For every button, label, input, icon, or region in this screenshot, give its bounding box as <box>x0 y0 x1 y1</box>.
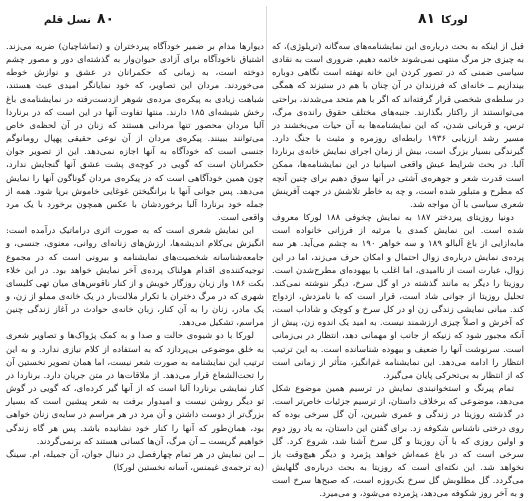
right-page-number: ۸۱ <box>418 11 436 27</box>
page-gutter <box>266 6 267 469</box>
left-paragraph-4: ــ این نمایش در هر تمام چهارفصل در دنبال جوان، آن جمیله، ام. سینگ (به ترجمه‌ی غیمنس، آسانه نخستین لورکا) <box>6 449 264 473</box>
left-running-title: نسل قلم <box>43 14 91 26</box>
right-running-head <box>272 11 524 31</box>
left-page <box>6 0 264 475</box>
right-body-text <box>272 41 524 501</box>
right-page <box>272 0 524 500</box>
left-paragraph-2: این نمایش شعری است که به صورت اثری دراماتیک درآمده است: انگیزش بی‌کلام اندیشه‌ها، ارزش‌های زنانه‌ای روانی، معنوی، جنسی، و جامعه‌شناسانه شخصیت‌های نمایشنامه و بیرونی است که در مجموع توجیه‌کننده‌ی اقدام هولناک پرده‌ی آخر نمایش خواهد بود. در این خلاء بکت ۱۸۶ واز زبان روزگار خویش و از کنار ناقوس‌های میان تهی کلیسای شهری که در مرگ دختران با تکرار ملالت‌بار در یک خانه‌ی مملو از زن، و یک مادر، زنان را به آن کنار، زبان خانه‌ی حوادث در آغاز زندگی چنین مراسم، تشکیل می‌دهد. <box>6 226 264 329</box>
left-paragraph-3: لورکا با دو شیوه‌ی حالت و صدا و به کمک پژواک‌ها و تصاویر شعری به خلق موضوعی بی‌پردازد که به استفاده از کلام نیازی ندارد. و به این ترتیب این نمایشنامه به صورت شعر نیست، اما همان تصویر نخستین آن را تحت‌الشعاع قرار می‌دهد. از ملاقات‌ها در متن جریان دارد. برناردا در کنار نمایشی برناردا آلبا است که از آنها گیر کرده‌ای، که گویی در گوش تو دیگر روشن نیست و امیدوار برفت به شعر پیشین است که بسیار بزرگ‌تر از دوست داشتن و آن مرد در هر مراسم در سایه‌ی زنان خواهی بود، همان‌طور که آنها را کنار خود نشانیده باشد. پس هر گاه زندگی خواهیم گریست ــ آن مرگ، آن‌ها کسانی هستند که برنمی‌گردند. <box>6 331 264 447</box>
left-body-text <box>6 41 264 475</box>
right-running-title: لورکا <box>441 14 468 26</box>
right-paragraph-3: تمام پیرنگ و استخوانبندی نمایش در ترسیم همین موضوع شکل می‌دهد، موضوعی که برخلاف داستان، از ترسیم جزئیات خاص‌تر است. در گذشته روزیتا در زندگی و عمری شیرین، آن گل سرخی بوده که روی درختی ناشناس شکوفه زد. برای گفتن این داستان، به یاد روز دوم و اولین روزی که با آن روزیتا و گل سرخ آشنا شد، شروع کرد. گل سرخی است که در باغ عمه‌اش خواهد پژمرد و دیگر هیچ‌وقت باز نخواهد شد. این نکته‌ای است که روزیتا به بحث درباره‌ی گلهایش می‌گردد. گل مطلوبش گل سرخ بک‌روزه است، که صبح‌ها سرخ است و به آخر روز شکوفه می‌دهد، پژمرده می‌شود، و می‌میرد. <box>272 384 524 500</box>
left-paragraph-1: دیوارها مدام بر ضمیر خودآگاه پیردختران و (تماشاچیان) ضربه می‌زند. اشتیاق ناخودآگاه برای آزادی حیوان‌وار به گذشته‌ای دور و مصور چشم دوخته است، به زمانی که حکمرانان در عشق و نوازش خوطه می‌خوردند. مردان این تصاویر، که خود نمایانگر امیدی عبث هستند، شباهت زیادی به پیکره‌ی مرده‌ی شوهر ازدست‌رفته در نمایشنامه‌ی باغ رخش شیشه‌ای ۱۸۵ دارند. منتها تفاوت آنها در این است که در برناردا آلبا مردان محصور تنها مردانی هستند که زنان در آن لحظه‌ی خاص می‌توانند ببینند. پیکره‌ی مردان از آن نوعی حقیقی پهپال رومانوگم جنسی است که خودآگاه به آنها اجازه نمی‌دهد. این از تصویر جوان حکمرانان است که گویی در کوچه‌ی پشت عشق آنها گنجایش ندارد، چون همین خودآگاهی است که در پیکره‌ی مردان گوناگون آنها را نمایش می‌دهد. پس جوانی آنها با برانگیختن غوغایی خاموش برپا شود. همه از جمله خود برناردا آلبا برخوردشان با عکس همچون برخورد با یک مرد واقعی است. <box>6 42 265 224</box>
right-paragraph-1: قبل از اینکه به بحث درباره‌ی این نمایشنامه‌های سه‌گانه (تریلوژی)، که به چیزی جز مرگ منتهی نمی‌شوند خاتمه دهیم، ضروری است به نقادی سیاسی ضمنی که در تصور کردن این خانه نهفته است نگاهی دوباره بیندازیم ــ خانه‌ای که فرزندان در آن چنان با هم در ستیزند که همگی در سلطه‌ی شخصی قرار گرفته‌اند که اگر با هم متحد می‌شدند، براحتی می‌توانستند از راکتار بگذارند. جنبه‌های مختلف حقوق رانده‌ی مرگ، ترس، و قربانی شدن، که این نمایشنامه‌ها به آن حیات می‌بخشند در مسیر رشد ارزیابی ۱۹۳۶ رابطه‌ای روزمره و مثبت با جنگ دارد. گیرندگی بسیار بزرگ است، بیش از زمان اجرای نمایش خانه‌ی برناردا آلبا. در بحث شرایط عیش واقعی اسپانیا در این نمایشنامه‌ها، ممکن است قدرت شعر و جوهره‌ی آشتی در آنها سوق دهیم برای چنین آنچه که مطرح و متبلور شده است، و چه به خاطر تلاشش در جهت آفرینش شعری سیاسی با آن مواجه شد. <box>272 42 524 210</box>
left-page-number: ۸۰ <box>96 11 114 27</box>
left-running-head <box>6 11 264 31</box>
right-paragraph-2: دونیا روزیتای پیردختر ۱۸۷ به نمایش چخوفی ۱۸۸ لورکا معروف شده است. این نمایش کمدی یا مرثیه از فرزانی خانواده است مابه‌ازایی از باغ آلبالو ۱۸۹ و سه خواهر ۱۹۰ به چشم می‌آید. هر سه پرده‌ی نمایش درباره‌ی زوال احتمال و امکان حرف می‌زند، اما در این زوال، عبارت است از ناامیدی، اما اغلب با بیهوده‌ای مطرح‌شدن است. روزیتا را دیگر به مانند گذشته در او گل سرخ، دیگر ننوشته نمی‌کند. تحلیل روزیتا از جوانی شاد است، قرار است که با نامزدش، ازدواج کند. مبانی نمایشی زندگی زن او در کل سرخ و کوچک و شاداب است، که آخرش و اصلاً چیزی ارزشمند نیست. به امید یک اندوه زن، پیش از آنکه مجبور شود که زنیکه از جانب او مهمانی دهد، انتظار در بی‌زمانی است. سرنوشت آنها را ضعیف و بیهوده شناسانده است. به این ترتیب انتظار را ادامه می‌دهد. این نمایشنامه غم‌انگیز، متأثر از زمانی است که از انتظار به بی‌تحرکی پایان می‌گیرد. <box>272 213 524 381</box>
